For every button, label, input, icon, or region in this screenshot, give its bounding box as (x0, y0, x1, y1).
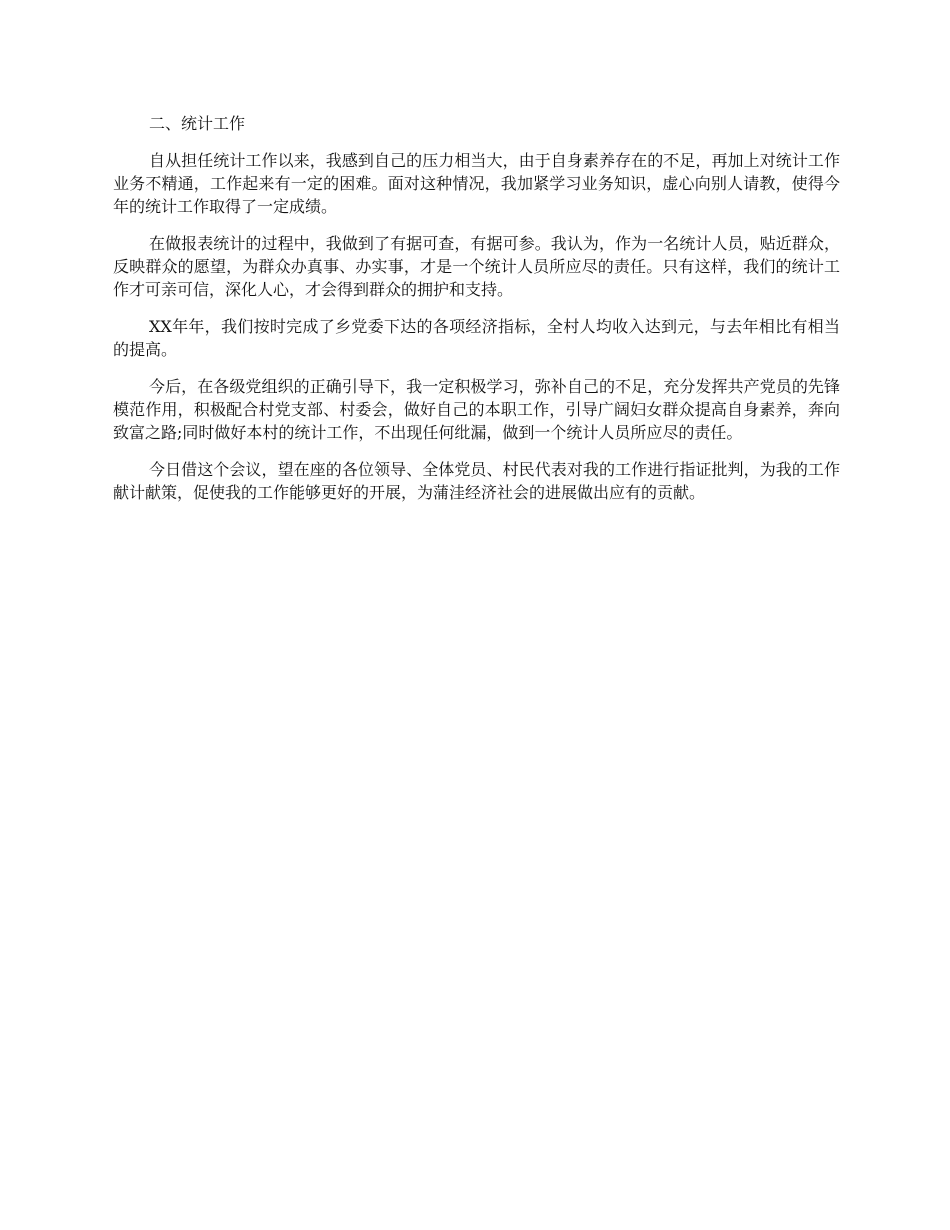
paragraph-4: 今后，在各级党组织的正确引导下，我一定积极学习，弥补自己的不足，充分发挥共产党员的先锋模范作用，积极配合村党支部、村委会，做好自己的本职工作，引导广阔妇女群众提高自身素养，奔向致富之路;同时做好本村的统计工作，不出现任何纰漏，做到一个统计人员所应尽的责任。 (113, 377, 840, 442)
paragraph-5: 今日借这个会议，望在座的各位领导、全体党员、村民代表对我的工作进行指证批判，为我的工作献计献策，促使我的工作能够更好的开展，为蒲洼经济社会的进展做出应有的贡献。 (113, 460, 840, 502)
paragraph-3: XX年年，我们按时完成了乡党委下达的各项经济指标，全村人均收入达到元，与去年相比有相当的提高。 (113, 317, 840, 359)
paragraph-1: 自从担任统计工作以来，我感到自己的压力相当大，由于自身素养存在的不足，再加上对统计工作业务不精通，工作起来有一定的困难。面对这种情况，我加紧学习业务知识，虚心向别人请教，使得今年的统计工作取得了一定成绩。 (113, 151, 840, 216)
document-page (113, 112, 840, 518)
paragraph-2: 在做报表统计的过程中，我做到了有据可查，有据可参。我认为，作为一名统计人员，贴近群众，反映群众的愿望，为群众办真事、办实事，才是一个统计人员所应尽的责任。只有这样，我们的统计工作才可亲可信，深化人心，才会得到群众的拥护和支持。 (113, 234, 840, 299)
section-heading: 二、统计工作 (149, 114, 246, 133)
